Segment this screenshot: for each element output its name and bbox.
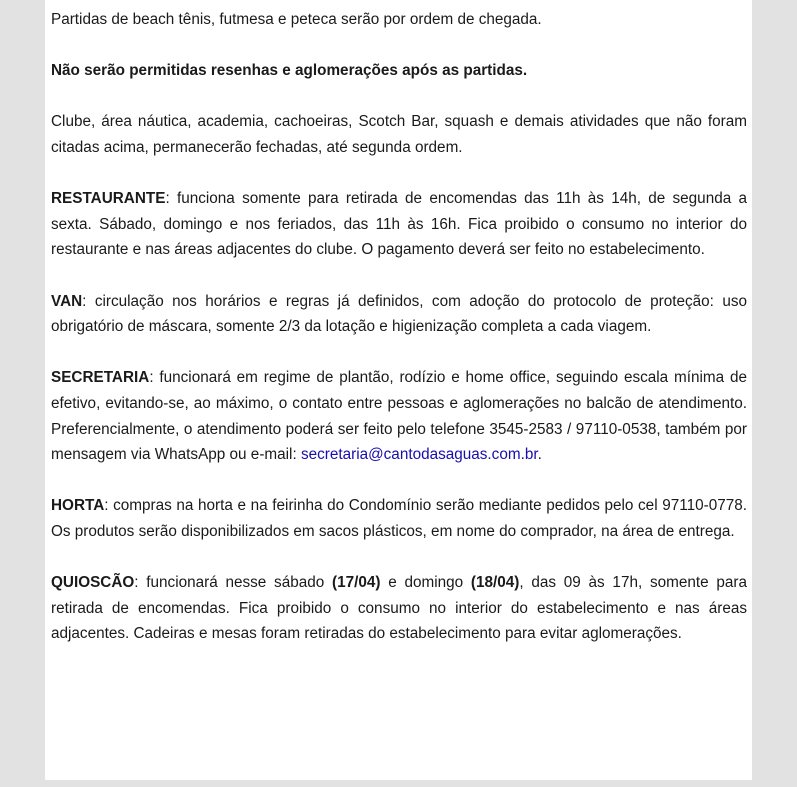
horta-text: : compras na horta e na feirinha do Condomínio serão mediante pedidos pelo cel 97110-0778. Os produtos serão disponibilizados em sacos plásticos, em nome do comprador, na área de entrega. <box>51 497 747 540</box>
van-label: VAN <box>51 292 83 310</box>
paragraph-quiosque <box>51 570 747 647</box>
paragraph-restaurante <box>51 186 747 263</box>
quiosque-text-3: , das 09 às 17h, somente para retirada de encomendas. Fica proibido o consumo no interior do estabelecimento e nas áreas adjacentes. Cadeiras e mesas foram retiradas do estabelecimento para evitar aglomerações. <box>51 574 747 643</box>
secretaria-label: SECRETARIA <box>51 369 150 387</box>
document-content <box>51 7 747 647</box>
secretaria-email-link[interactable]: secretaria@cantodasaguas.com.br <box>300 446 538 464</box>
paragraph-van <box>51 289 747 340</box>
document-page <box>45 0 752 780</box>
quiosque-text-1: : funcionará nesse sábado <box>134 574 332 592</box>
quiosque-label: QUIOSCÃO <box>51 574 135 592</box>
quiosque-date-saturday: (17/04) <box>331 574 381 592</box>
quiosque-text-2: e domingo <box>380 574 471 592</box>
restaurante-text: : funciona somente para retirada de encomendas das 11h às 14h, de segunda a sexta. Sábado, domingo e nos feriados, das 11h às 16h. Fica proibido o consumo no interior do restaurante e nas áreas adjacentes do clube. O pagamento deverá ser feito no estabelecimento. <box>51 190 747 259</box>
secretaria-text: : funcionará em regime de plantão, rodízio e home office, seguindo escala mínima de efetivo, evitando-se, ao máximo, o contato entre pessoas e aglomerações no balcão de atendimento. Preferencialmente, o atendimento poderá ser feito pelo telefone 3545-2583 / 97110-0538, também por mensagem via WhatsApp ou e-mail: <box>51 369 747 464</box>
paragraph-partidas <box>51 7 747 33</box>
quiosque-date-sunday: (18/04) <box>470 574 520 592</box>
paragraph-aglomeracoes-text: Não serão permitidas resenhas e aglomerações após as partidas. <box>51 62 528 80</box>
restaurante-label: RESTAURANTE <box>51 190 166 208</box>
secretaria-end: . <box>537 446 542 464</box>
paragraph-clube <box>51 109 747 160</box>
paragraph-clube-text: Clube, área náutica, academia, cachoeiras, Scotch Bar, squash e demais atividades que não foram citadas acima, permanecerão fechadas, até segunda ordem. <box>51 113 747 156</box>
horta-label: HORTA <box>51 497 105 515</box>
paragraph-partidas-text: Partidas de beach tênis, futmesa e peteca serão por ordem de chegada. <box>51 11 542 28</box>
paragraph-aglomeracoes <box>51 58 747 84</box>
paragraph-secretaria <box>51 365 747 467</box>
van-text: : circulação nos horários e regras já definidos, com adoção do protocolo de proteção: uso obrigatório de máscara, somente 2/3 da lotação e higienização completa a cada viagem. <box>51 292 747 336</box>
paragraph-horta <box>51 493 747 544</box>
